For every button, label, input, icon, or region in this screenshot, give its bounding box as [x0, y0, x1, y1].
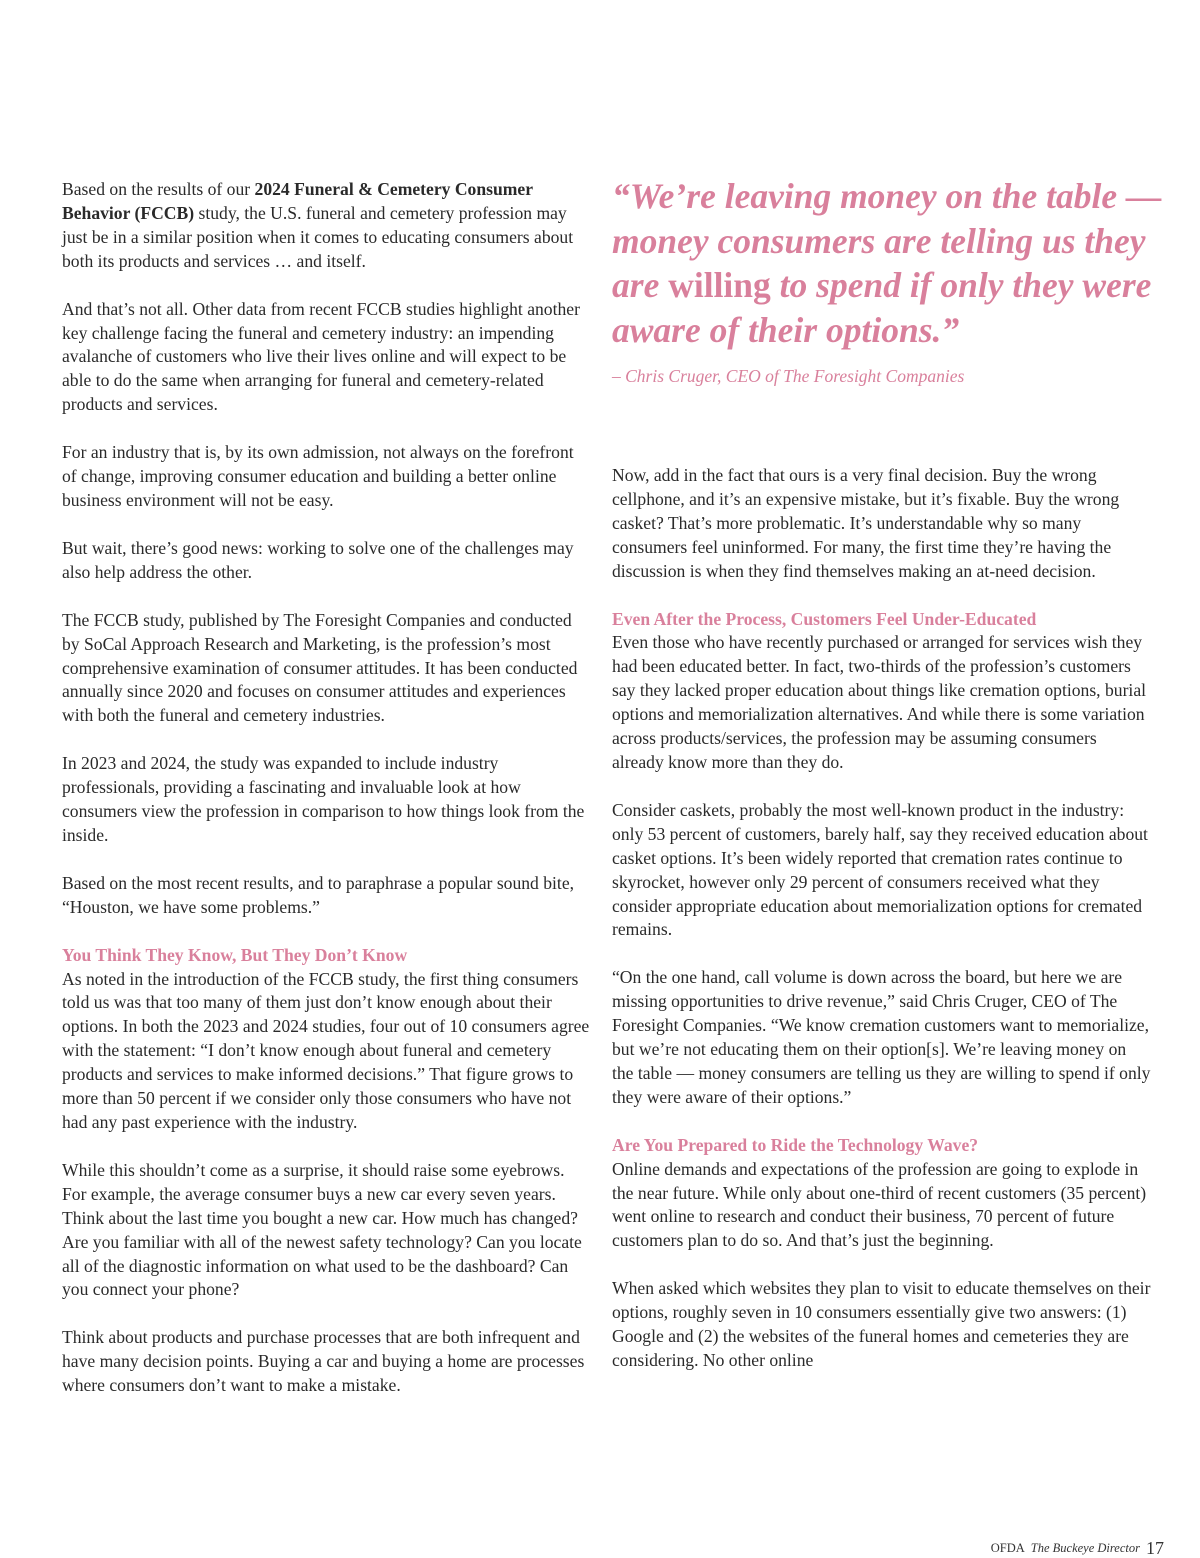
paragraph: But wait, there’s good news: working to solve one of the challenges may also help address the other. [62, 537, 574, 582]
section-under-educated [612, 608, 1152, 775]
paragraph: Based on the most recent results, and to paraphrase a popular sound bite, “Houston, we have some problems.” [62, 872, 575, 917]
left-column [62, 178, 592, 1398]
paragraph: And that’s not all. Other data from recent FCCB studies highlight another key challenge facing the funeral and cemetery industry: an impending avalanche of customers who live their lives online and will expect to be able to do the same when arranging for funeral and cemetery-related products and services. [62, 298, 580, 415]
section-heading: You Think They Know, But They Don’t Know [62, 944, 408, 965]
intro-paragraph: Based on the results of our 2024 Funeral & Cemetery Consumer Behavior (FCCB) study, the U.S. funeral and cemetery profession may just be in a similar position when it comes to educating consumers about both its products and services … and itself. [62, 179, 574, 271]
pull-quote-emphasis: willing [668, 265, 771, 305]
paragraph: While this shouldn’t come as a surprise, it should raise some eyebrows. For example, the average consumer buys a new car every seven years. Think about the last time you bought a new car. How much has changed? Are you familiar with all of the newest safety technology? Can you locate all of the diagnostic information on what used to be the dashboard? Can you connect your phone? [62, 1159, 582, 1300]
section-you-think-they-know [62, 944, 592, 1135]
paragraph: As noted in the introduction of the FCCB study, the first thing consumers told us was that too many of them just don’t know enough about their options. In both the 2023 and 2024 studies, four out of 10 consumers agree with the statement: “I don’t know enough about funeral and cemetery products and services to make informed decisions.” That figure grows to more than 50 percent if we consider only those consumers who have not had any past experience with the industry. [62, 968, 590, 1132]
paragraph: Consider caskets, probably the most well-known product in the industry: only 53 percent of customers, barely half, say they received education about casket options. It’s been widely reported that cremation rates continue to skyrocket, however only 29 percent of consumers received what they consider appropriate education about memorialization options for cremated remains. [612, 799, 1148, 940]
paragraph: The FCCB study, published by The Foresight Companies and conducted by SoCal Approach Research and Marketing, is the profession’s most comprehensive examination of consumer attitudes. It has been conducted annually since 2020 and focuses on consumer attitudes and experiences with both the funeral and cemetery industries. [62, 609, 578, 726]
paragraph: Online demands and expectations of the profession are going to explode in the near future. While only about one-third of recent customers (35 percent) went online to research and conduct their business, 70 percent of future customers plan to do so. And that’s just the beginning. [612, 1158, 1147, 1251]
paragraph: For an industry that is, by its own admission, not always on the forefront of change, improving consumer education and building a better online business environment will not be easy. [62, 442, 574, 510]
paragraph: Think about products and purchase processes that are both infrequent and have many decision points. Buying a car and buying a home are processes where consumers don’t want to make a mistake. [62, 1327, 585, 1396]
pull-quote: “We’re leaving money on the table — money consumers are telling us they are willing to spend if only they were aware of their options.” [612, 176, 1162, 350]
page-footer [991, 1536, 1164, 1557]
footer-org: OFDA [990, 1541, 1025, 1555]
study-name: 2024 Funeral & Cemetery Consumer Behavior (FCCB) [62, 179, 533, 223]
page-number: 17 [1146, 1538, 1164, 1558]
paragraph: Even those who have recently purchased or arranged for services wish they had been educated better. In fact, two-thirds of the profession’s customers say they lacked proper education about things like cremation options, burial options and memorialization alternatives. And while there is some variation across products/services, the profession may be assuming consumers already know more than they do. [612, 632, 1147, 772]
section-heading: Even After the Process, Customers Feel Under-Educated [612, 608, 1037, 629]
section-heading: Are You Prepared to Ride the Technology Wave? [612, 1134, 979, 1155]
paragraph: In 2023 and 2024, the study was expanded to include industry professionals, providing a fascinating and invaluable look at how consumers view the profession in comparison to how things look from the inside. [62, 753, 585, 845]
pull-quote-attribution: – Chris Cruger, CEO of The Foresight Companies [612, 366, 965, 386]
paragraph: “On the one hand, call volume is down across the board, but here we are missing opportunities to drive revenue,” said Chris Cruger, CEO of The Foresight Companies. “We know cremation customers want to memorialize, but we’re not educating them on their option[s]. We’re leaving money on the table — money consumers are telling us they are willing to spend if only they were aware of their options.” [612, 967, 1151, 1107]
paragraph: When asked which websites they plan to visit to educate themselves on their options, roughly seven in 10 consumers essentially give two answers: (1) Google and (2) the websites of the funeral homes and cemeteries they are considering. No other online [612, 1278, 1151, 1370]
paragraph: Now, add in the fact that ours is a very final decision. Buy the wrong cellphone, and it’s an expensive mistake, but it’s fixable. Buy the wrong casket? That’s more problematic. It’s understandable why so many consumers feel uninformed. For many, the first time they’re having the discussion is when they find themselves making an at-need decision. [612, 465, 1120, 581]
footer-magazine-title: The Buckeye Director [1030, 1541, 1140, 1555]
section-technology-wave [612, 1134, 1152, 1254]
right-column [612, 464, 1152, 1373]
